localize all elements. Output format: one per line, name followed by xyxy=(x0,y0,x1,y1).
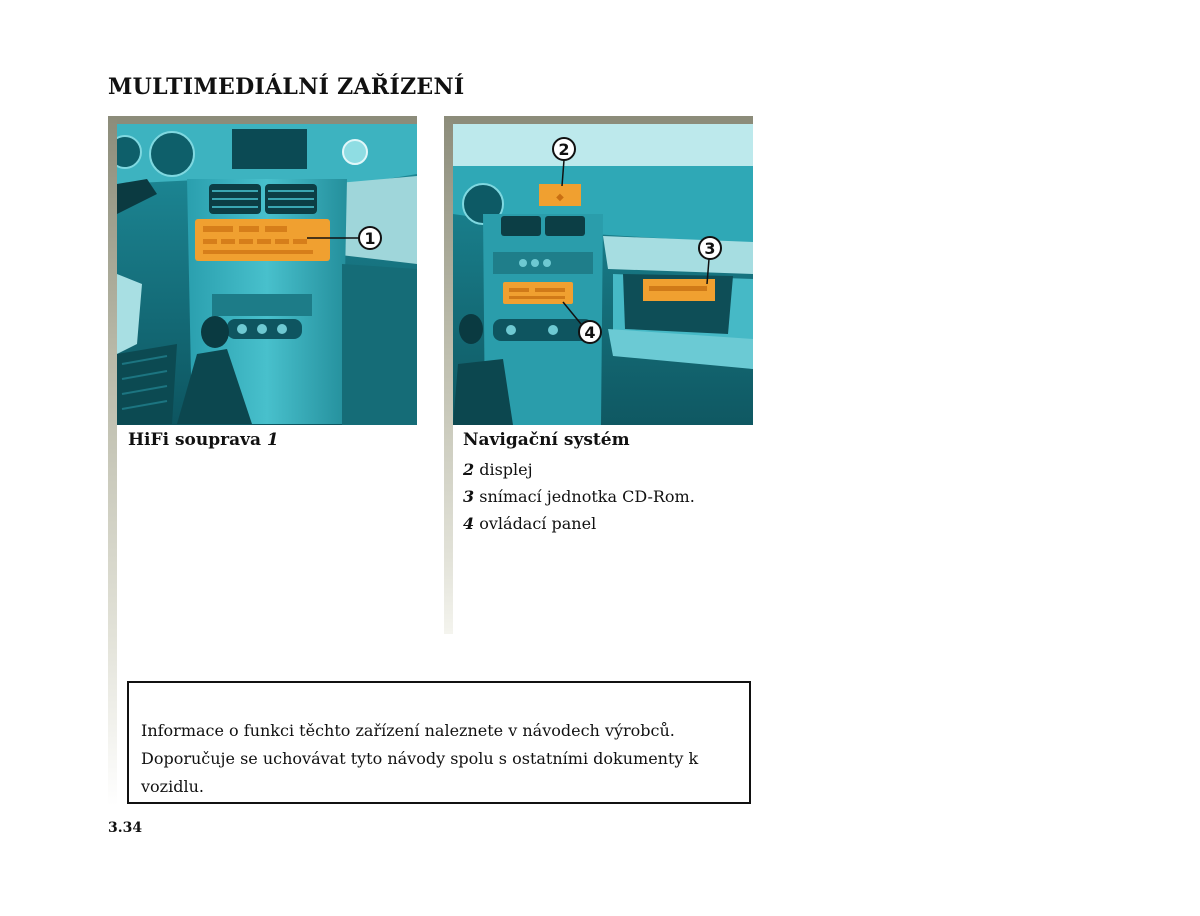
column-top-strip xyxy=(444,116,753,124)
legend-text: displej xyxy=(479,460,533,479)
legend-item xyxy=(463,483,695,510)
page-number: 3.34 xyxy=(108,820,143,836)
info-note-line: Informace o funkci těchto zařízení naleznete v návodech výrobců. xyxy=(141,721,675,740)
navigation-caption: Navigační systém xyxy=(463,430,630,450)
column-side-bar xyxy=(444,116,453,634)
callout-2-label: 2 xyxy=(558,140,570,159)
callout-1-label: 1 xyxy=(364,229,376,248)
hifi-caption-number: 1 xyxy=(266,430,279,450)
hifi-caption-text: HiFi souprava xyxy=(128,430,261,450)
page-title: MULTIMEDIÁLNÍ ZAŘÍZENÍ xyxy=(108,74,465,100)
navigation-dashboard-photo xyxy=(453,124,753,425)
info-note-text xyxy=(141,717,749,801)
legend-item xyxy=(463,456,695,483)
legend-text: snímací jednotka CD-Rom. xyxy=(479,487,695,506)
svg-text:◆: ◆ xyxy=(556,192,564,203)
legend-item xyxy=(463,510,695,537)
hifi-caption xyxy=(128,430,279,450)
legend-number: 3 xyxy=(463,487,475,506)
callout-3-label: 3 xyxy=(704,239,716,258)
column-side-bar xyxy=(108,116,117,806)
legend-number: 4 xyxy=(463,514,475,533)
info-note-box xyxy=(127,681,751,804)
navigation-legend xyxy=(463,456,695,537)
info-note-line: Doporučuje se uchovávat tyto návody spolu s ostatními dokumenty k vozidlu. xyxy=(141,749,699,796)
column-top-strip xyxy=(108,116,417,124)
legend-text: ovládací panel xyxy=(479,514,597,533)
legend-number: 2 xyxy=(463,460,475,479)
callout-4-label: 4 xyxy=(584,323,596,342)
hifi-dashboard-photo xyxy=(117,124,417,425)
